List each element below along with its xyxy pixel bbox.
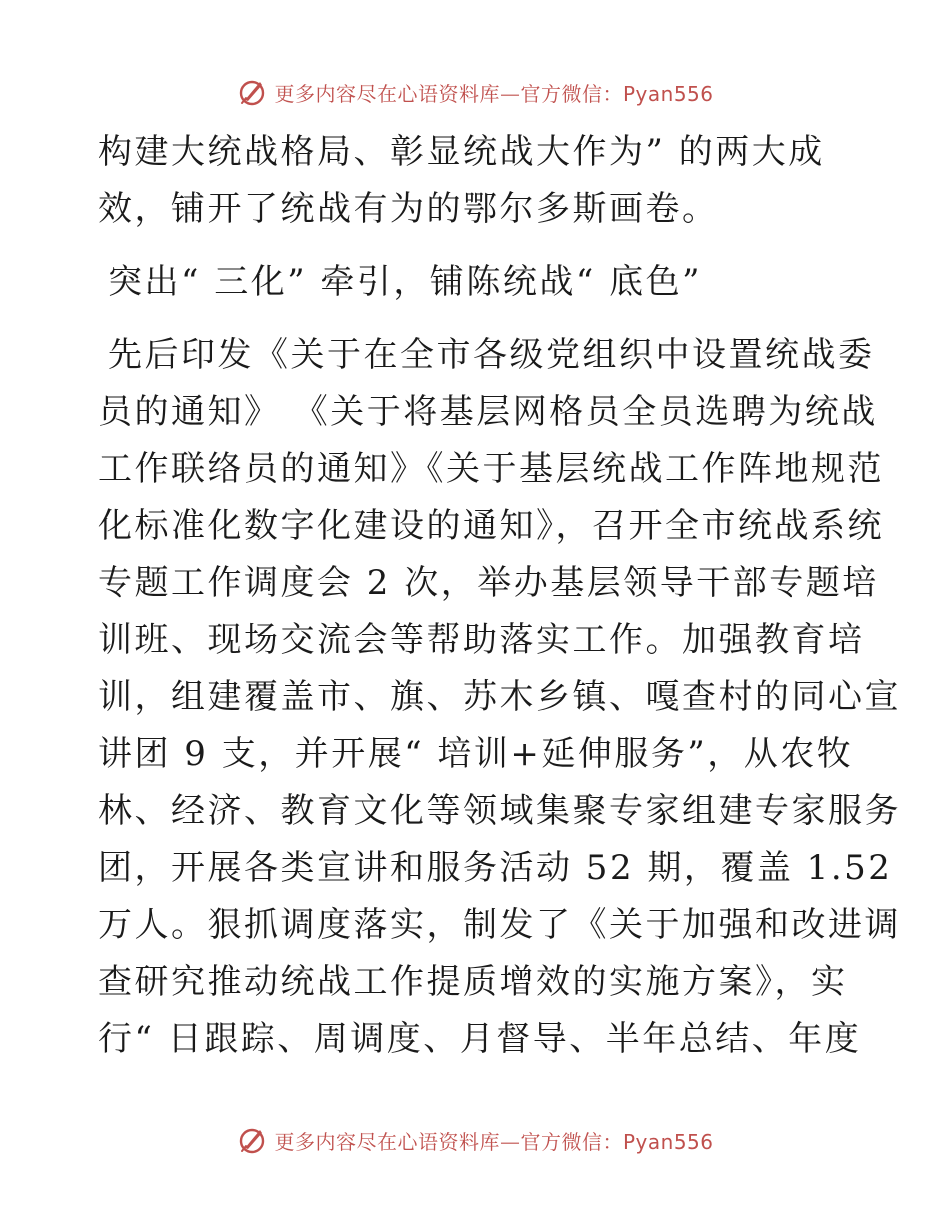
- body-line: 讲团 9 支，并开展“ 培训+延伸服务”，从农牧: [98, 734, 854, 774]
- body-line: 员的通知》 《关于将基层网格员全员选聘为统战: [98, 392, 878, 432]
- body-line: 万人。狠抓调度落实，制发了《关于加强和改进调: [98, 905, 901, 945]
- body-line: 行“ 日跟踪、周调度、月督导、半年总结、年度: [98, 1019, 862, 1059]
- body-line: 化标准化数字化建设的通知》，召开全市统战系统: [98, 506, 884, 546]
- watermark-text: 更多内容尽在心语资料库—官方微信：Pyan556: [274, 81, 714, 106]
- body-line: 专题工作调度会 2 次，举办基层领导干部专题培: [98, 563, 879, 603]
- body-line: 训，组建覆盖市、旗、苏木乡镇、嘎查村的同心宣: [98, 677, 901, 717]
- body-line: 查研究推动统战工作提质增效的实施方案》，实: [98, 962, 848, 1002]
- watermark-text: 更多内容尽在心语资料库—官方微信：Pyan556: [274, 1129, 714, 1154]
- body-line: 训班、现场交流会等帮助落实工作。加强教育培: [98, 620, 865, 660]
- watermark-banner-bottom: [0, 1120, 950, 1160]
- document-body: [98, 124, 901, 1068]
- body-line: 先后印发《关于在全市各级党组织中设置统战委: [108, 335, 875, 375]
- intro-line: 构建大统战格局、彰显统战大作为” 的两大成: [98, 132, 825, 172]
- body-line: 团，开展各类宣讲和服务活动 52 期，覆盖 1.52: [98, 848, 893, 888]
- body-line: 林、经济、教育文化等领域集聚专家组建专家服务: [98, 791, 901, 831]
- section-heading: 突出“ 三化” 牵引，铺陈统战“ 底色”: [108, 262, 702, 302]
- quill-circle-logo-icon: [236, 1124, 268, 1156]
- quill-circle-logo-icon: [236, 76, 268, 108]
- body-line: 工作联络员的通知》《关于基层统战工作阵地规范: [98, 449, 884, 489]
- intro-line: 效，铺开了统战有为的鄂尔多斯画卷。: [98, 189, 719, 229]
- watermark-banner-top: [0, 72, 950, 112]
